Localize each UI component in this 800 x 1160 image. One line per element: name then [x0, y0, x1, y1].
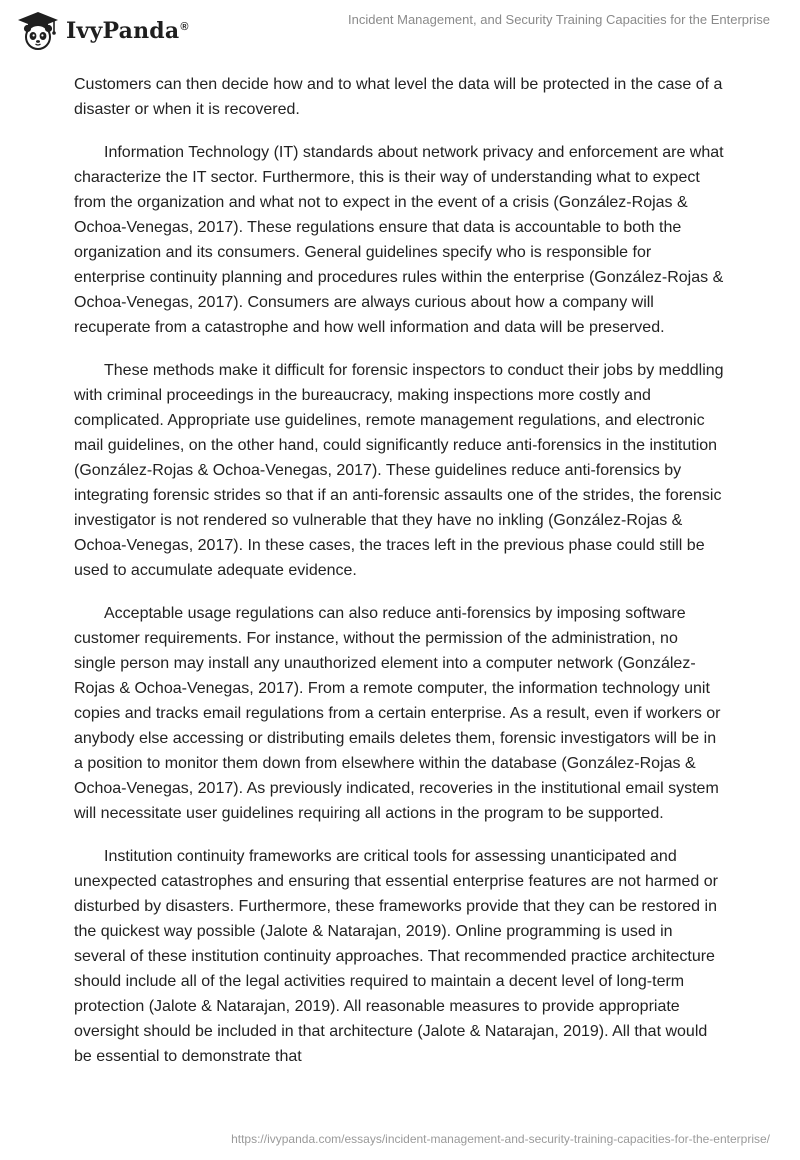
panda-graduation-cap-icon — [16, 10, 60, 52]
page-header — [0, 0, 800, 64]
ivypanda-logo[interactable] — [16, 10, 189, 52]
paragraph: These methods make it difficult for forensic inspectors to conduct their jobs by meddling with criminal proceedings in the bureaucracy, making inspections more costly and complicated. Appropriate use guidelines, remote management regulations, and electronic mail guidelines, on the other hand, could significantly reduce anti-forensics in the institution (González-Rojas & Ochoa-Venegas, 2017). These guidelines reduce anti-forensics by integrating forensic strides so that if an anti-forensic assaults one of the strides, the forensic investigator is not rendered so vulnerable that they have no inkling (González-Rojas & Ochoa-Venegas, 2017). In these cases, the traces left in the previous phase could still be used to accumulate adequate evidence. — [74, 362, 724, 579]
paragraph: Information Technology (IT) standards about network privacy and enforcement are what characterize the IT sector. Furthermore, this is their way of understanding what to expect from the organization and what not to expect in the event of a crisis (González-Rojas & Ochoa-Venegas, 2017). These regulations ensure that data is accountable to both the organization and its consumers. General guidelines specify who is responsible for enterprise continuity planning and procedures rules within the enterprise (González-Rojas & Ochoa-Venegas, 2017). Consumers are always curious about how a company will recuperate from a catastrophe and how well information and data will be preserved. — [74, 144, 724, 336]
paragraph: Institution continuity frameworks are critical tools for assessing unanticipated and unexpected catastrophes and ensuring that essential enterprise features are not harmed or disturbed by disasters. Furthermore, these frameworks provide that they can be restored in the quickest way possible (Jalote & Natarajan, 2019). Online programming is used in several of these institution continuity approaches. That recommended practice architecture should include all of the legal activities required to maintain a decent level of long-term protection (Jalote & Natarajan, 2019). All reasonable measures to provide appropriate oversight should be included in that architecture (Jalote & Natarajan, 2019). All that would be essential to demonstrate that — [74, 848, 718, 1065]
paragraph: Acceptable usage regulations can also reduce anti-forensics by imposing software customer requirements. For instance, without the permission of the administration, no single person may install any unauthorized element into a computer network (González-Rojas & Ochoa-Venegas, 2017). From a remote computer, the information technology unit copies and tracks email regulations from a certain enterprise. As a result, even if workers or anybody else accessing or distributing emails deletes them, forensic investigators will be in a position to monitor them down from elsewhere within the database (González-Rojas & Ochoa-Venegas, 2017). As previously indicated, recoveries in the institutional email system will necessitate user guidelines requiring all actions in the program to be supported. — [74, 605, 721, 822]
source-url[interactable]: https://ivypanda.com/essays/incident-management-and-security-training-capacities-for-the-enterprise/ — [231, 1132, 770, 1146]
logo-wordmark — [66, 18, 189, 44]
logo-name: IvyPanda — [66, 18, 180, 44]
registered-mark: ® — [180, 20, 189, 33]
running-title: Incident Management, and Security Training Capacities for the Enterprise — [347, 12, 770, 27]
essay-body — [74, 72, 724, 1087]
paragraph: Customers can then decide how and to what level the data will be protected in the case of a disaster or when it is recovered. — [74, 76, 723, 118]
